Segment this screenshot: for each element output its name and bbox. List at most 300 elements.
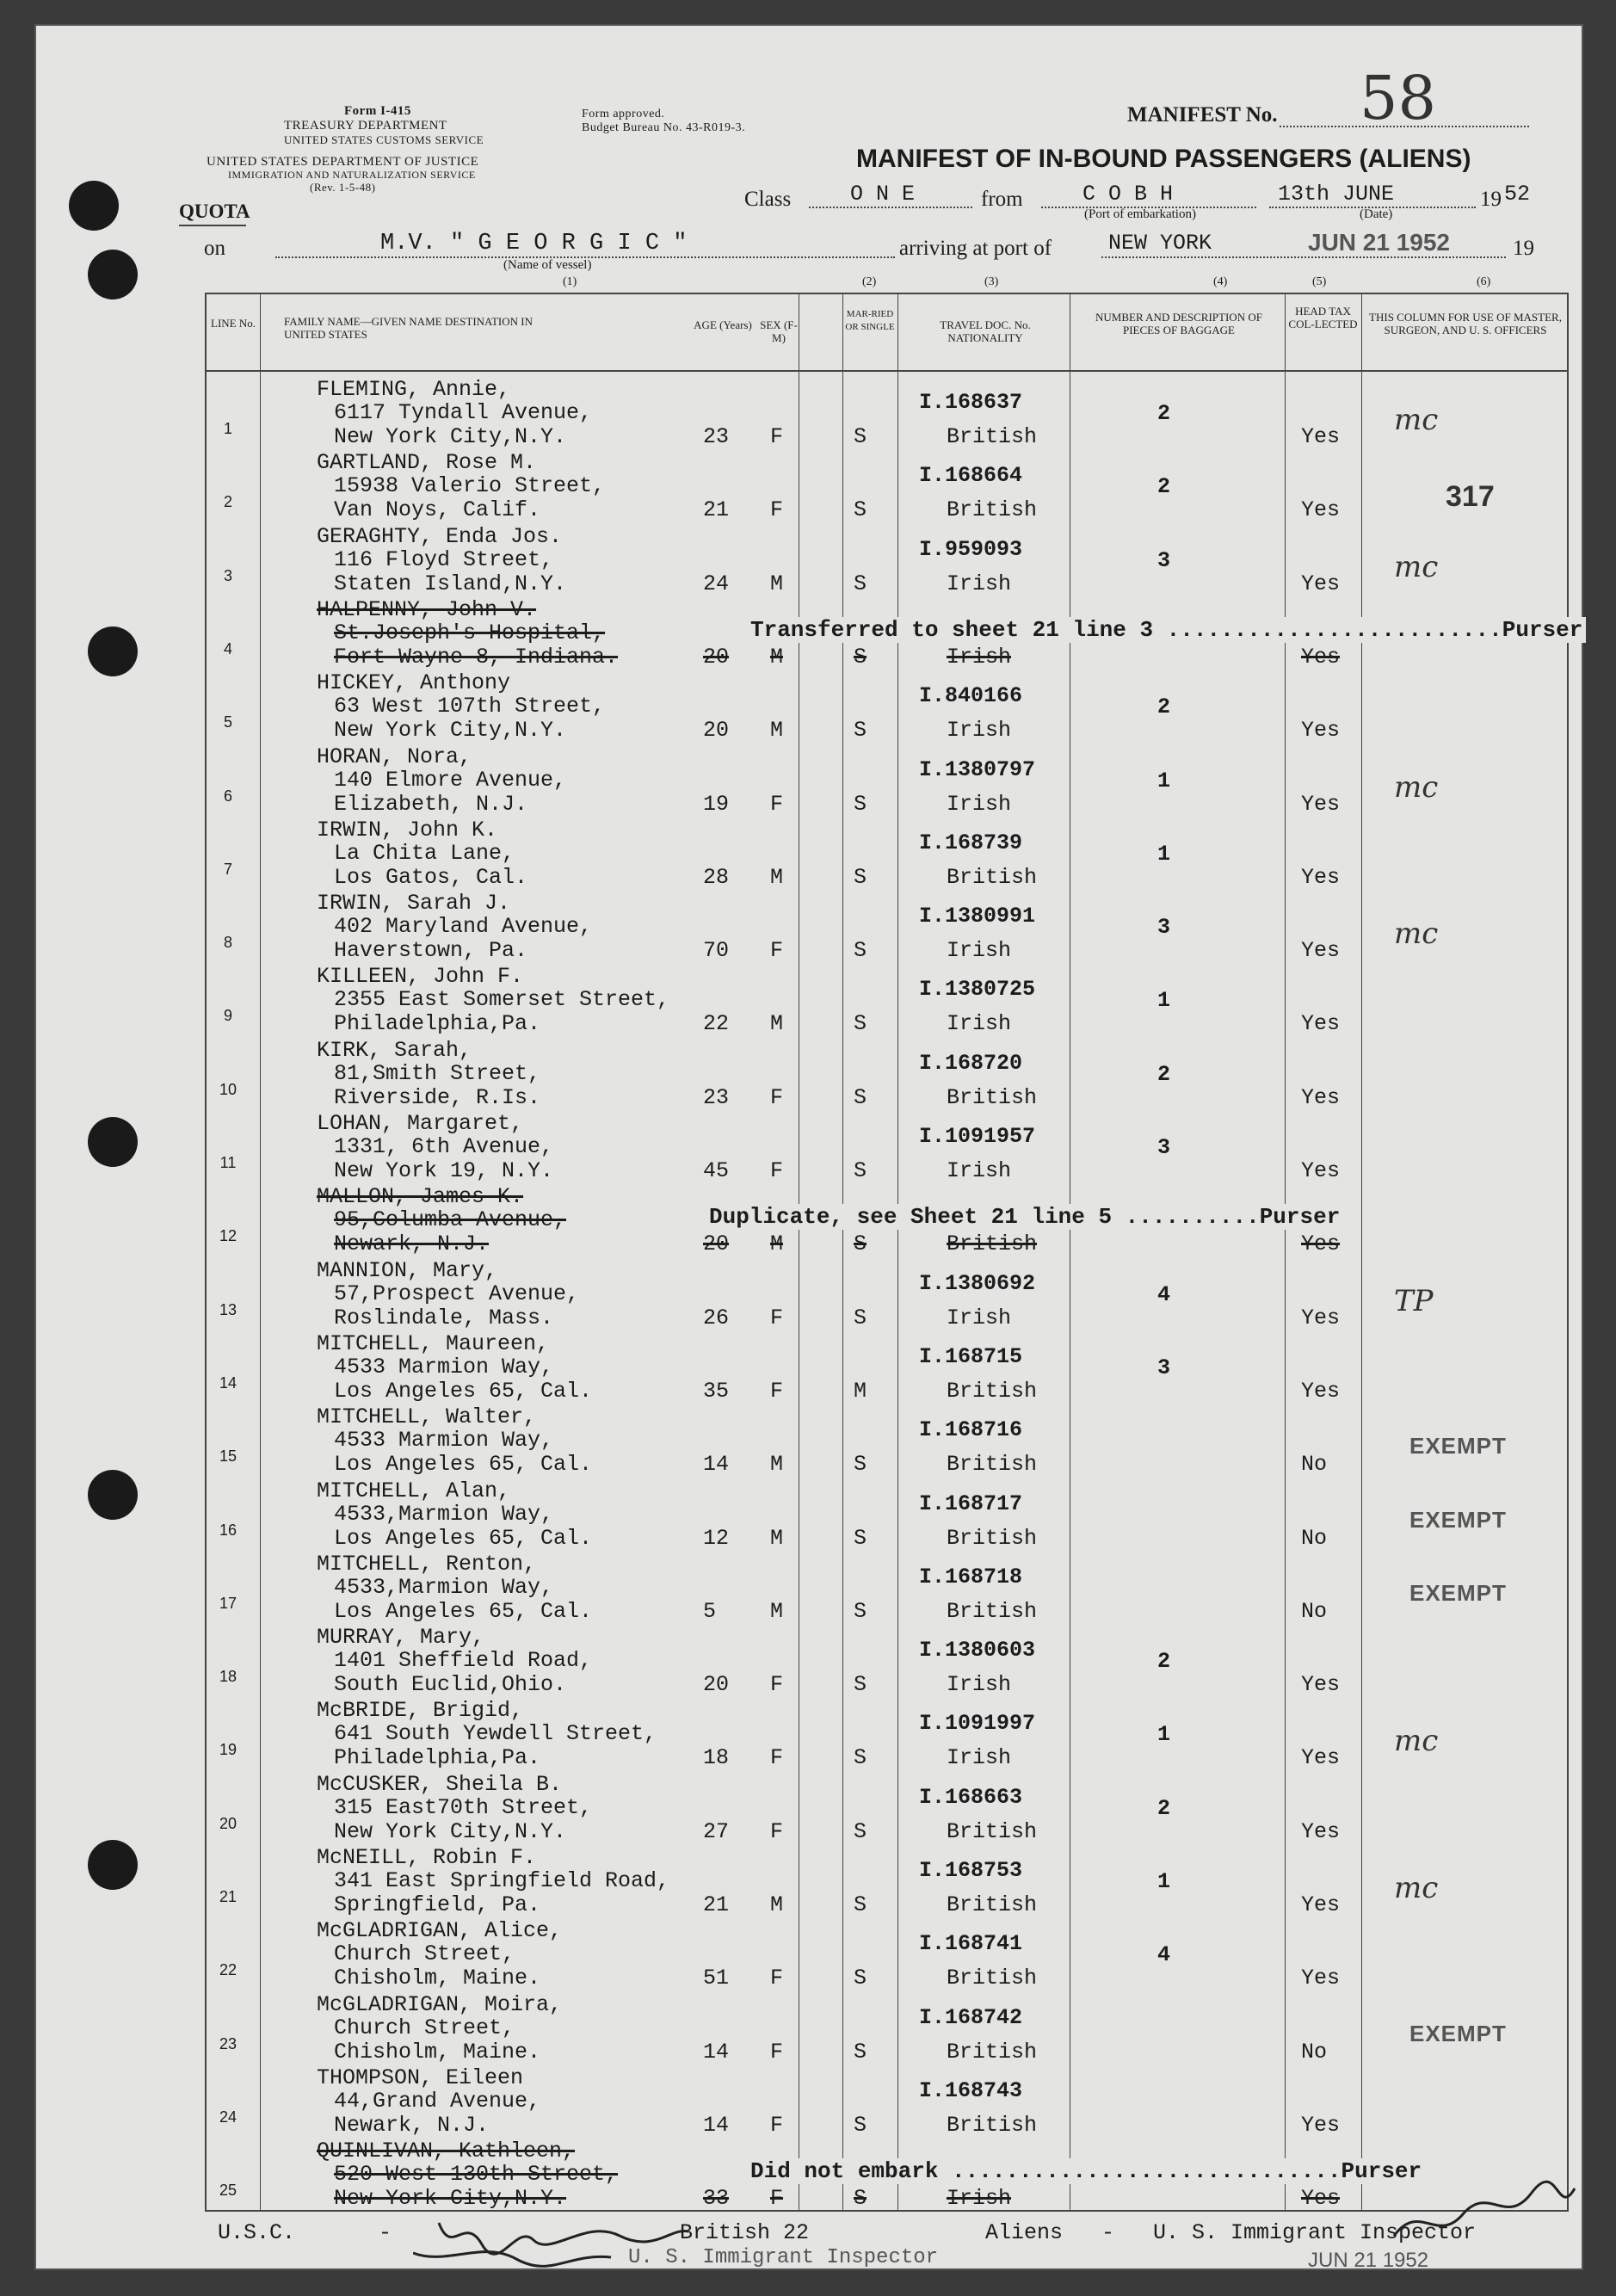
manifest-title: MANIFEST OF IN-BOUND PASSENGERS (ALIENS): [856, 145, 1471, 173]
table-row: [207, 1400, 1523, 1478]
line-number: 20: [219, 1814, 237, 1832]
head-tax: No: [1301, 1525, 1328, 1551]
footer-inspector-right: U. S. Immigrant Inspector: [1153, 2220, 1477, 2245]
line-number: 15: [219, 1447, 237, 1466]
passenger-age: 20: [703, 1672, 730, 1698]
head-tax: Yes: [1301, 1892, 1341, 1917]
head-tax: Yes: [1301, 1745, 1341, 1771]
marital-status: M: [854, 1378, 867, 1404]
passenger-city: Newark, N.J.: [334, 2112, 490, 2138]
travel-doc-number: I.1091997: [919, 1711, 1036, 1737]
passenger-street: 341 East Springfield Road,: [334, 1868, 670, 1893]
nationality: British: [947, 1892, 1038, 1917]
row-remark: Did not embark .............................Purser: [747, 2158, 1425, 2184]
exempt-stamp: EXEMPT: [1409, 1506, 1507, 1533]
line-number: 11: [219, 1154, 237, 1171]
passenger-city: Los Angeles 65, Cal.: [334, 1525, 593, 1551]
exempt-stamp: EXEMPT: [1409, 1433, 1507, 1460]
from-label: from: [981, 188, 1023, 211]
officer-note: mc: [1394, 917, 1439, 952]
nationality: Irish: [947, 644, 1012, 670]
table-row: [207, 813, 1523, 890]
treasury-dept: TREASURY DEPARTMENT: [284, 119, 447, 133]
passenger-sex: M: [770, 1452, 784, 1478]
baggage-count: 2: [1157, 1649, 1171, 1675]
nationality: British: [947, 424, 1038, 449]
passenger-name: IRWIN, John K.: [317, 817, 498, 842]
head-tax: Yes: [1301, 791, 1341, 817]
nationality: Irish: [947, 1011, 1012, 1037]
passenger-name: MALLON, James K.: [317, 1184, 524, 1210]
passenger-street: 15938 Valerio Street,: [334, 473, 606, 499]
passenger-street: 63 West 107th Street,: [334, 694, 606, 719]
passenger-age: 18: [703, 1745, 730, 1771]
travel-doc-number: I.168753: [919, 1858, 1023, 1883]
passenger-name: LOHAN, Margaret,: [317, 1111, 524, 1136]
head-tax: Yes: [1301, 1818, 1341, 1844]
passenger-city: Springfield, Pa.: [334, 1892, 541, 1917]
year-prefix: 19: [1480, 188, 1502, 211]
passenger-age: 14: [703, 2112, 730, 2138]
line-number: 1: [223, 420, 232, 437]
marital-status: S: [854, 1011, 867, 1037]
passenger-name: QUINLIVAN, Kathleen,: [317, 2139, 576, 2164]
marital-status: S: [854, 1231, 867, 1257]
passenger-sex: F: [770, 497, 784, 523]
nationality: Irish: [947, 1305, 1012, 1330]
travel-doc-number: I.168742: [919, 2004, 1023, 2030]
passenger-city: Philadelphia,Pa.: [334, 1011, 541, 1037]
passenger-age: 35: [703, 1378, 730, 1404]
passenger-sex: M: [770, 1892, 784, 1917]
line-number: 9: [223, 1007, 232, 1025]
passenger-sex: M: [770, 571, 784, 596]
table-row: [207, 1768, 1523, 1844]
head-tax: Yes: [1301, 2112, 1341, 2138]
arrival-year-prefix: 19: [1513, 237, 1534, 260]
head-tax: Yes: [1301, 1084, 1341, 1110]
baggage-count: 3: [1157, 547, 1171, 573]
table-row: [207, 520, 1523, 596]
passenger-street: 402 Maryland Avenue,: [334, 914, 593, 940]
passenger-sex: F: [770, 1818, 784, 1844]
passenger-city: Los Angeles 65, Cal.: [334, 1452, 593, 1478]
head-tax: Yes: [1301, 2186, 1341, 2212]
exempt-stamp: EXEMPT: [1409, 1579, 1507, 1606]
punch-hole: [88, 1470, 138, 1520]
passenger-sex: F: [770, 1745, 784, 1771]
passenger-street: 57,Prospect Avenue,: [334, 1281, 580, 1306]
passenger-city: Riverside, R.Is.: [334, 1084, 541, 1110]
marital-status: S: [854, 1598, 867, 1624]
passenger-name: HORAN, Nora,: [317, 744, 472, 769]
passenger-name: MITCHELL, Renton,: [317, 1551, 537, 1577]
head-tax: Yes: [1301, 1966, 1341, 1991]
passenger-name: KIRK, Sarah,: [317, 1037, 472, 1063]
passenger-name: THOMPSON, Eileen: [317, 2065, 524, 2090]
marital-status: S: [854, 2186, 867, 2212]
marital-status: S: [854, 864, 867, 890]
table-row: [207, 1988, 1523, 2065]
passenger-street: 4533 Marmion Way,: [334, 1428, 554, 1454]
officer-note: mc: [1394, 1724, 1439, 1759]
inspector-signature-left: [413, 2206, 714, 2270]
head-tax: Yes: [1301, 1158, 1341, 1183]
head-tax: No: [1301, 2039, 1328, 2065]
passenger-city: Roslindale, Mass.: [334, 1305, 554, 1330]
embark-note: (Port of embarkation): [1084, 207, 1196, 221]
passenger-street: 4533 Marmion Way,: [334, 1354, 554, 1379]
vessel-note: (Name of vessel): [503, 258, 592, 272]
passenger-city: Newark, N.J.: [334, 1231, 490, 1257]
table-row: [207, 1327, 1523, 1404]
passenger-sex: F: [770, 1966, 784, 1991]
manifest-number: 58: [1360, 63, 1437, 133]
line-number: 25: [219, 2182, 237, 2200]
col-num-2: (2): [862, 275, 877, 288]
nationality: British: [947, 497, 1038, 523]
table-row: [207, 373, 1523, 449]
passenger-city: Chisholm, Maine.: [334, 2039, 541, 2065]
baggage-count: 4: [1157, 1942, 1171, 1968]
baggage-count: 1: [1157, 1869, 1171, 1894]
class-value: O N E: [850, 182, 916, 207]
col-line: LINE No.: [211, 317, 256, 330]
passenger-city: Chisholm, Maine.: [334, 1966, 541, 1991]
passenger-sex: F: [770, 791, 784, 817]
officer-note: mc: [1394, 403, 1439, 437]
travel-doc-number: I.1380991: [919, 904, 1036, 929]
passenger-name: MITCHELL, Alan,: [317, 1478, 511, 1503]
travel-doc-number: I.168739: [919, 830, 1023, 855]
passenger-sex: F: [770, 1158, 784, 1183]
form-approved: Form approved.: [582, 108, 665, 120]
passenger-age: 20: [703, 1231, 730, 1257]
marital-status: S: [854, 1525, 867, 1551]
line-number: 19: [219, 1741, 237, 1759]
col-num-6: (6): [1477, 275, 1491, 288]
passenger-name: HICKEY, Anthony: [317, 670, 511, 696]
passenger-sex: F: [770, 2039, 784, 2065]
punch-hole: [88, 1840, 138, 1890]
row-remark: Transferred to sheet 21 line 3 .........................Purser: [747, 617, 1586, 643]
travel-doc-number: I.168741: [919, 1931, 1023, 1957]
footer-inspector-left: U. S. Immigrant Inspector: [628, 2246, 939, 2269]
passenger-age: 21: [703, 1892, 730, 1917]
table-row: [207, 2134, 1523, 2212]
passenger-street: 95,Columba Avenue,: [334, 1207, 567, 1233]
passenger-street: 2355 East Somerset Street,: [334, 987, 670, 1013]
col-travel-doc: TRAVEL DOC. No. NATIONALITY: [940, 318, 1031, 344]
passenger-age: 21: [703, 497, 730, 523]
passenger-name: GARTLAND, Rose M.: [317, 450, 537, 476]
marital-status: S: [854, 424, 867, 449]
passenger-city: New York 19, N.Y.: [334, 1158, 554, 1183]
passenger-city: New York City,N.Y.: [334, 424, 567, 449]
table-row: [207, 740, 1523, 817]
passenger-sex: F: [770, 1305, 784, 1330]
baggage-count: 3: [1157, 1355, 1171, 1380]
passenger-age: 14: [703, 1452, 730, 1478]
passenger-city: Haverstown, Pa.: [334, 938, 528, 964]
manifest-page: Form I-415 TREASURY DEPARTMENT UNITED STATES CUSTOMS SERVICE UNITED STATES DEPARTMENT OF JUSTICE IMMIGRATION AND NATURALIZATION SERVICE (Rev. 1-5-48) Form approved. Budget Bureau No. 43-R019-3. MANIFEST No. 58 MANIFEST OF IN-BOUND PASSENGERS (ALIENS) QUOTA Class O N E from C O B H (Port of embarkation) 13th JUNE (Date) 19 52 on M.V. " G E O R G I C " (Name of vessel) arriving at port of NEW YORK JUN 21 1952 19 (1) (2) (3) (4) (5) (6) LINE No. FAMILY NAME—GIVEN NAME DESTINATION IN UNITED STATES AGE (Years) SEX (F-M) MAR-RIED OR SINGLE TRAVEL DOC. No. NATIONALITY NUMBER AND DESCRIPTION OF PIECES OF BAGGAGE HEAD TAX COL-LECTED THIS COLUMN FOR USE OF MASTER, SURGEON, AND U. S. OFFICERS 1 FLEMING, Annie, 6117 Tyndall Avenue, New York City,N.Y. 23 F S I.168637 British 2 Yes mc 2 GARTLAND, Rose M. 15938 Valerio Street, Van Noys, Calif. 21 F S I.168664 British 2 Yes 317 3 GERAGHTY, Enda Jos. 116 Floyd Street, Staten Island,N.Y. 24 M S I.959093 Irish 3 Yes mc 4 HALPENNY, John V. St.Joseph's Hospital, Fort Wayne 8, Indiana. 20 M S Irish Yes Transferred to sheet 21 line 3 .........................Purser 5 HICKEY, Anthony 63 West 107th Street, New York City,N.Y. 20 M S I.840166 Irish 2 Yes 6 HORAN, Nora, 140 Elmore Avenue, Elizabeth, N.J. 19 F S I.1380797 Irish 1 Yes mc 7 IRWIN, John K. La Chita Lane, Los Gatos, Cal. 28 M S I.168739 British 1 Yes 8 IRWIN, Sarah J. 402 Maryland Avenue, Haverstown, Pa. 70 F S I.1380991 Irish 3 Yes mc 9 KILLEEN, John F. 2355 East Somerset Street, Philadelphia,Pa. 22 M S I.1380725 Irish 1 Yes 10 KIRK, Sarah, 81,Smith Street, Riverside, R.Is. 23 F S I.168720 British 2 Yes 11 LOHAN, Margaret, 1331, 6th Avenue, New York 19, N.Y. 45 F S I.1091957 Irish 3 Yes 12 MALLON, James K. 95,Columba Avenue, Newark, N.J. 20 M S British Yes Duplicate, see Sheet 21 line 5 ..........Purser 13 MANNION, Mary, 57,Prospect Avenue, Roslindale, Mass. 26 F S I.1380692 Irish 4 Yes TP 14 MITCHELL, Maureen, 4533 Marmion Way, Los Angeles 65, Cal. 35 F M I.168715 British 3 Yes 15 MITCHELL, Walter, 4533 Marmion Way, Los Angeles 65, Cal. 14 M S I.168716 British No EXEMPT 16 MITCHELL, Alan, 4533,Marmion Way, Los Angeles 65, Cal. 12 M S I.168717 British No EXEMPT 17 MITCHELL, Renton, 4533,Marmion Way, Los Angeles 65, Cal. 5 M S I.168718 British No EXEMPT 18 MURRAY, Mary, 1401 Sheffield Road, South Euclid,Ohio. 20 F S I.1380603 Irish 2 Yes 19 McBRIDE, Brigid, 641 South Yewdell Street, Philadelphia,Pa. 18 F S I.1091997 Irish 1 Yes mc 20 McCUSKER, Sheila B. 315 East70th Street, New York City,N.Y. 27 F S I.168663 British 2 Yes 21 McNEILL, Robin F. 341 East Springfield Road, Springfield, Pa. 21 M S I.168753 British 1 Yes mc 22 McGLADRIGAN, Alice, Church Street, Chisholm, Maine. 51 F S I.168741 British 4 Yes 23 McGLADRIGAN, Moira, Church Street, Chisholm, Maine. 14 F S I.168742 British No EXEMPT 24 THOMPSON, Eileen 44,Grand Avenue, Newark, N.J. 14 F S I.168743 British Yes 25 QUINLIVAN, Kathleen, 520 West 130th Street, New York City,N.Y. 33 F S Irish Yes Did not embark .............................Purser U.S.C. - British 22 Aliens - U. S. Immigrant Inspector U. S. Immigrant Inspector JUN 21 1952: [34, 24, 1583, 2270]
passenger-sex: M: [770, 1231, 784, 1257]
year-value: 52: [1504, 182, 1531, 207]
passenger-city: New York City,N.Y.: [334, 2186, 567, 2212]
passenger-age: 33: [703, 2186, 730, 2212]
passenger-name: McBRIDE, Brigid,: [317, 1698, 524, 1724]
head-tax: Yes: [1301, 644, 1341, 670]
passenger-street: 4533,Marmion Way,: [334, 1501, 554, 1527]
class-label: Class: [744, 188, 792, 211]
on-label: on: [204, 237, 225, 260]
passenger-sex: F: [770, 424, 784, 449]
head-tax: Yes: [1301, 718, 1341, 744]
marital-status: S: [854, 1672, 867, 1698]
passenger-street: Church Street,: [334, 2015, 515, 2040]
passenger-age: 27: [703, 1818, 730, 1844]
col-num-1: (1): [563, 275, 577, 288]
passenger-city: Van Noys, Calif.: [334, 497, 541, 523]
travel-doc-number: I.168664: [919, 463, 1023, 489]
head-tax: Yes: [1301, 497, 1341, 523]
passenger-age: 23: [703, 1084, 730, 1110]
passenger-city: New York City,N.Y.: [334, 718, 567, 744]
passenger-name: MITCHELL, Walter,: [317, 1404, 537, 1430]
nationality: Irish: [947, 1158, 1012, 1183]
passenger-street: 44,Grand Avenue,: [334, 2088, 541, 2114]
line-number: 7: [223, 860, 232, 878]
travel-doc-number: I.840166: [919, 683, 1023, 709]
col-sex: SEX (F-M): [760, 318, 798, 344]
travel-doc-number: I.1380603: [919, 1638, 1036, 1663]
passenger-street: 116 Floyd Street,: [334, 546, 554, 572]
table-row: [207, 960, 1523, 1037]
passenger-street: 81,Smith Street,: [334, 1060, 541, 1086]
table-row: [207, 666, 1523, 744]
head-tax: Yes: [1301, 1305, 1341, 1330]
footer-british: British 22: [680, 2220, 810, 2245]
passenger-age: 24: [703, 571, 730, 596]
nationality: British: [947, 1598, 1038, 1624]
nationality: Irish: [947, 571, 1012, 596]
marital-status: S: [854, 2039, 867, 2065]
marital-status: S: [854, 1084, 867, 1110]
passenger-street: 4533,Marmion Way,: [334, 1574, 554, 1600]
line-number: 2: [223, 493, 232, 511]
col-num-4: (4): [1213, 275, 1228, 288]
passenger-sex: F: [770, 1378, 784, 1404]
arriving-label: arriving at port of: [899, 237, 1052, 260]
nationality: British: [947, 1525, 1038, 1551]
nationality: Irish: [947, 791, 1012, 817]
arrival-port: NEW YORK: [1108, 231, 1212, 256]
passenger-city: Staten Island,N.Y.: [334, 571, 567, 596]
travel-doc-number: I.168718: [919, 1564, 1023, 1589]
nationality: British: [947, 1818, 1038, 1844]
baggage-count: 4: [1157, 1281, 1171, 1307]
col-officers: THIS COLUMN FOR USE OF MASTER, SURGEON, AND U. S. OFFICERS: [1369, 311, 1562, 336]
nationality: British: [947, 1084, 1038, 1110]
marital-status: S: [854, 1818, 867, 1844]
passenger-age: 51: [703, 1966, 730, 1991]
punch-hole: [88, 626, 138, 676]
nationality: British: [947, 864, 1038, 890]
table-row: [207, 1034, 1523, 1110]
nationality: British: [947, 2039, 1038, 2065]
passenger-city: Los Angeles 65, Cal.: [334, 1378, 593, 1404]
line-number: 24: [219, 2108, 237, 2126]
marital-status: S: [854, 938, 867, 964]
passenger-age: 12: [703, 1525, 730, 1551]
passenger-street: 140 Elmore Avenue,: [334, 767, 567, 793]
col-baggage: NUMBER AND DESCRIPTION OF PIECES OF BAGGAGE: [1095, 311, 1262, 336]
quota-label: QUOTA: [179, 201, 250, 222]
passenger-sex: F: [770, 938, 784, 964]
passenger-city: Los Gatos, Cal.: [334, 864, 528, 890]
customs-service: UNITED STATES CUSTOMS SERVICE: [284, 133, 484, 146]
travel-doc-number: I.1380797: [919, 756, 1036, 782]
marital-status: S: [854, 1158, 867, 1183]
travel-doc-number: I.168663: [919, 1784, 1023, 1810]
passenger-city: New York City,N.Y.: [334, 1818, 567, 1844]
line-number: 16: [219, 1521, 237, 1539]
footer-usc: U.S.C.: [218, 2220, 296, 2245]
manifest-no-label: MANIFEST No.: [1127, 103, 1278, 127]
line-number: 3: [223, 566, 232, 584]
officer-note: 317: [1446, 480, 1495, 514]
line-number: 4: [223, 639, 232, 657]
table-row: [207, 1474, 1523, 1551]
passenger-age: 20: [703, 718, 730, 744]
nationality: British: [947, 2112, 1038, 2138]
ins-service: IMMIGRATION AND NATURALIZATION SERVICE: [228, 169, 476, 181]
passenger-sex: M: [770, 1598, 784, 1624]
passenger-sex: M: [770, 1525, 784, 1551]
nationality: Irish: [947, 938, 1012, 964]
officer-note: TP: [1394, 1283, 1434, 1318]
passenger-sex: M: [770, 644, 784, 670]
baggage-count: 1: [1157, 988, 1171, 1014]
passenger-name: IRWIN, Sarah J.: [317, 891, 511, 917]
table-row: [207, 1841, 1523, 1917]
col-num-3: (3): [984, 275, 999, 288]
passenger-age: 19: [703, 791, 730, 817]
baggage-count: 2: [1157, 1795, 1171, 1821]
passenger-name: McNEILL, Robin F.: [317, 1845, 537, 1870]
col-name: FAMILY NAME—GIVEN NAME DESTINATION IN UNITED STATES: [284, 315, 534, 341]
marital-status: S: [854, 497, 867, 523]
baggage-count: 2: [1157, 474, 1171, 500]
line-number: 12: [219, 1227, 237, 1245]
passenger-name: FLEMING, Annie,: [317, 377, 511, 402]
line-number: 5: [223, 713, 232, 731]
nationality: British: [947, 1378, 1038, 1404]
date-note: (Date): [1360, 207, 1393, 221]
officer-note: mc: [1394, 1871, 1439, 1905]
head-tax: Yes: [1301, 424, 1341, 449]
footer-aliens: Aliens: [985, 2220, 1064, 2245]
marital-status: S: [854, 1452, 867, 1478]
passenger-street: 1331, 6th Avenue,: [334, 1134, 554, 1159]
passenger-sex: M: [770, 1011, 784, 1037]
passenger-sex: M: [770, 718, 784, 744]
budget-bureau: Budget Bureau No. 43-R019-3.: [582, 121, 746, 134]
passenger-sex: F: [770, 1672, 784, 1698]
marital-status: S: [854, 644, 867, 670]
passenger-city: Los Angeles 65, Cal.: [334, 1598, 593, 1624]
head-tax: Yes: [1301, 571, 1341, 596]
passenger-age: 5: [703, 1598, 717, 1624]
passenger-name: HALPENNY, John V.: [317, 596, 537, 622]
table-row: [207, 593, 1583, 670]
passenger-age: 23: [703, 424, 730, 449]
row-remark: Duplicate, see Sheet 21 line 5 ..........Purser: [706, 1204, 1343, 1230]
baggage-count: 3: [1157, 1135, 1171, 1160]
officer-note: mc: [1394, 769, 1439, 805]
head-tax: No: [1301, 1598, 1328, 1624]
travel-doc-number: I.168637: [919, 390, 1023, 415]
baggage-count: 2: [1157, 1061, 1171, 1087]
officer-note: mc: [1394, 549, 1439, 584]
passenger-age: 28: [703, 864, 730, 890]
travel-doc-number: I.168743: [919, 2077, 1023, 2103]
line-number: 6: [223, 787, 232, 805]
form-revision: (Rev. 1-5-48): [310, 181, 376, 194]
passenger-name: GERAGHTY, Enda Jos.: [317, 523, 563, 549]
nationality: Irish: [947, 1672, 1012, 1698]
baggage-count: 1: [1157, 841, 1171, 867]
footer-stamp-date: JUN 21 1952: [1308, 2249, 1429, 2272]
nationality: British: [947, 1966, 1038, 1991]
nationality: Irish: [947, 2186, 1012, 2212]
table-row: [207, 2061, 1523, 2138]
passenger-age: 26: [703, 1305, 730, 1330]
table-row: [207, 1254, 1523, 1330]
passenger-age: 22: [703, 1011, 730, 1037]
passenger-sex: F: [770, 2112, 784, 2138]
marital-status: S: [854, 718, 867, 744]
travel-doc-number: I.168720: [919, 1050, 1023, 1076]
punch-hole: [69, 181, 119, 231]
passenger-city: Elizabeth, N.J.: [334, 791, 528, 817]
passenger-age: 70: [703, 938, 730, 964]
marital-status: S: [854, 2112, 867, 2138]
travel-doc-number: I.168716: [919, 1417, 1023, 1443]
passenger-name: McGLADRIGAN, Moira,: [317, 1991, 563, 2017]
nationality: British: [947, 1452, 1038, 1478]
col-head-tax: HEAD TAX COL-LECTED: [1288, 305, 1358, 330]
travel-doc-number: I.168715: [919, 1343, 1023, 1369]
head-tax: Yes: [1301, 864, 1341, 890]
baggage-count: 1: [1157, 1722, 1171, 1748]
line-number: 22: [219, 1961, 237, 1979]
line-number: 23: [219, 2034, 237, 2052]
passenger-name: MURRAY, Mary,: [317, 1625, 485, 1651]
col-married: MAR-RIED OR SINGLE: [845, 309, 895, 332]
table-row: [207, 446, 1523, 523]
table-row: [207, 886, 1523, 964]
passenger-sex: F: [770, 1084, 784, 1110]
line-number: 10: [219, 1080, 237, 1098]
head-tax: Yes: [1301, 1672, 1341, 1698]
baggage-count: 2: [1157, 401, 1171, 426]
line-number: 18: [219, 1668, 237, 1686]
travel-doc-number: I.1091957: [919, 1124, 1036, 1149]
head-tax: Yes: [1301, 938, 1341, 964]
col-num-5: (5): [1312, 275, 1327, 288]
embark-port: C O B H: [1082, 182, 1174, 207]
